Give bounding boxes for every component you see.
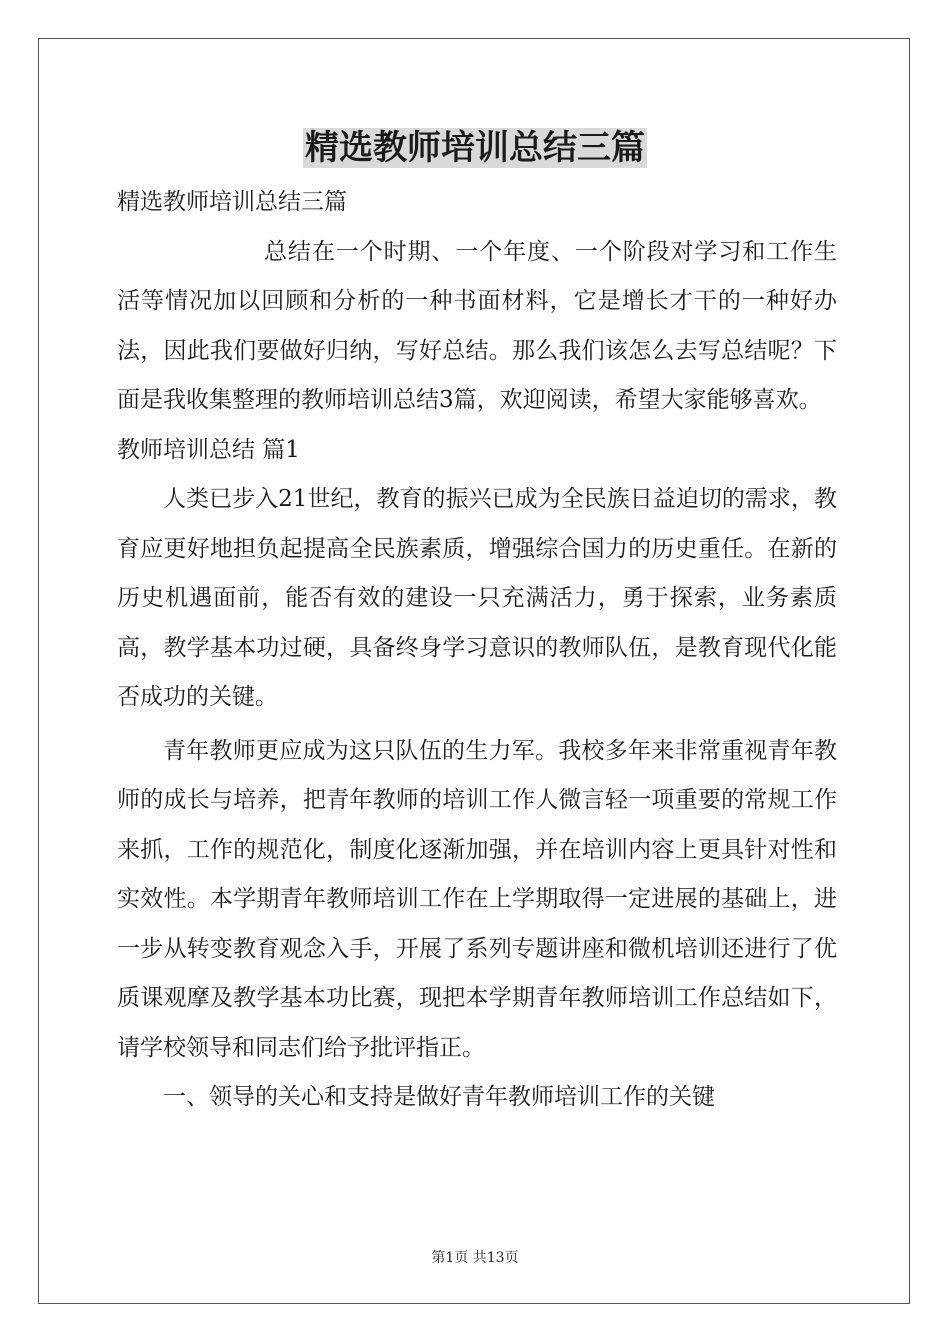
body-paragraph-1: 人类已步入21世纪，教育的振兴已成为全民族日益迫切的需求，教育应更好地担负起提高全民族素质，增强综合国力的历史重任。在新的历史机遇面前，能否有效的建设一只充满活力，勇于探索，业务素质高，教学基本功过硬，具备终身学习意识的教师队伍，是教育现代化能否成功的关键。 — [117, 486, 837, 710]
body-paragraph-3: 一、领导的关心和支持是做好青年教师培训工作的关键 — [163, 1084, 715, 1110]
document-subtitle: 精选教师培训总结三篇 — [117, 189, 347, 215]
intro-paragraph: 总结在一个时期、一个年度、一个阶段对学习和工作生活等情况加以回顾和分析的一种书面材料，它是增长才干的一种好办法，因此我们要做好归纳，写好总结。那么我们该怎么去写总结呢？下面是我收集整理的教师培训总结3篇，欢迎阅读，希望大家能够喜欢。 — [117, 238, 837, 413]
document-body — [117, 178, 837, 1123]
document-title-text: 精选教师培训总结三篇 — [305, 128, 645, 168]
section-heading: 教师培训总结 篇1 — [117, 436, 300, 463]
body-paragraph-2: 青年教师更应成为这只队伍的生力军。我校多年来非常重视青年教师的成长与培养，把青年教师的培训工作人微言轻一项重要的常规工作来抓，工作的规范化，制度化逐渐加强，并在培训内容上更具针对性和实效性。本学期青年教师培训工作在上学期取得一定进展的基础上，进一步从转变教育观念入手，开展了系列专题讲座和微机培训还进行了优质课观摩及教学基本功比赛，现把本学期青年教师培训工作总结如下，请学校领导和同志们给予批评指正。 — [117, 737, 837, 1061]
document-title — [0, 124, 950, 172]
page-footer: 第1页 共13页 — [431, 1250, 519, 1266]
